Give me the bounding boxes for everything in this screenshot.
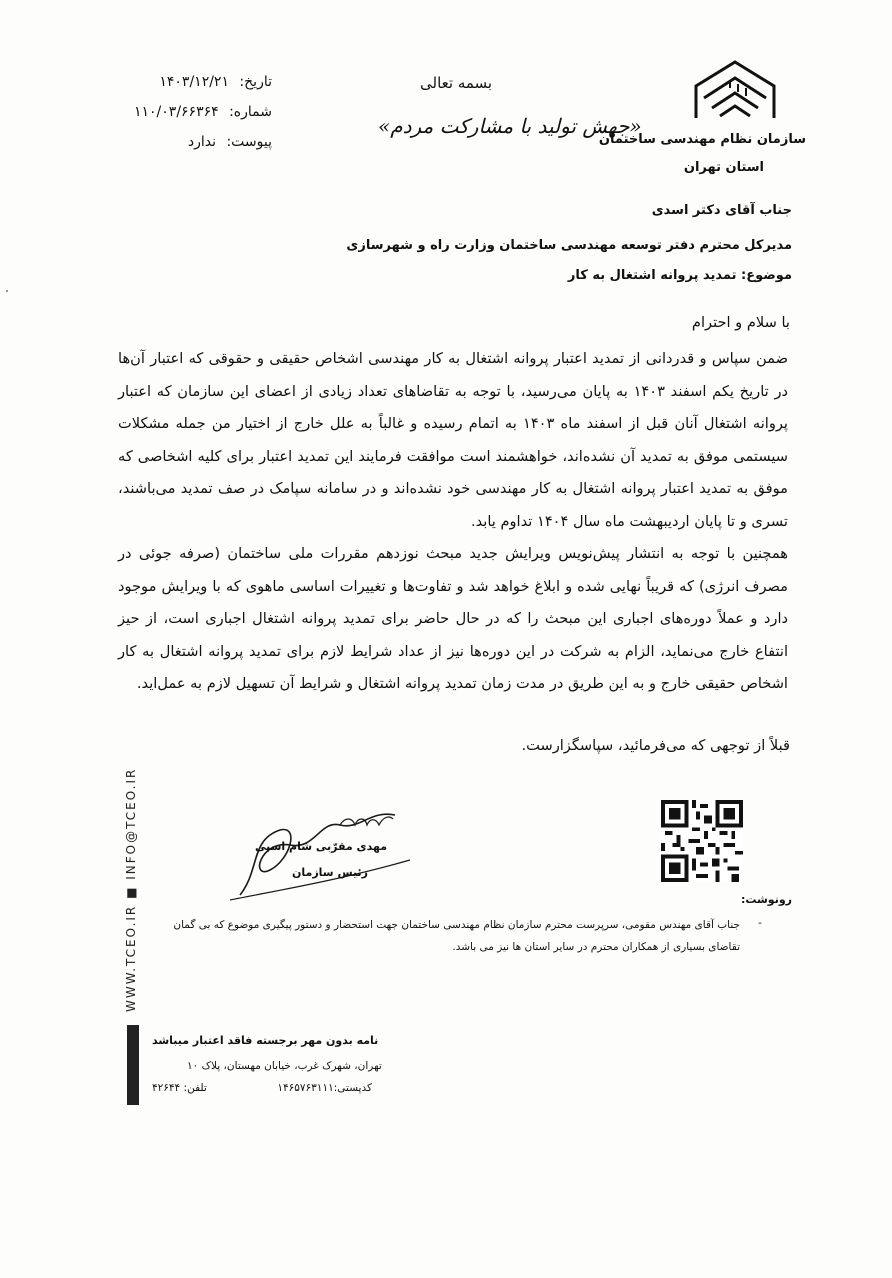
cc-label: رونوشت:	[740, 893, 792, 906]
paragraph-1-text: ضمن سپاس و قدردانی از تمدید اعتبار پروانه اشتغال به کار مهندسی اشخاص حقیقی و حقوقی که اعتبار آن‌ها در تاریخ یکم اسفند ۱۴۰۳ به پایان می‌رسید، با توجه به تقاضاهای تعداد زیادی از اعضای این سازمان که اعتبار پروانه اشتغال آنان قبل از اسفند ماه ۱۴۰۳ به اتمام رسیده و غالباً به علل خارج از اختیار من جمله مشکلات سیستمی موفق به تمدید آن نشده‌اند، خواهشمند است موافقت فرمایند این تمدید اعتبار برای کلیه اشخاصی که موفق به تمدید اعتبار پروانه اشتغال به کار مهندسی خود نشده‌اند و در سامانه سپامک در صف تمدید می‌باشند، تسری و تا پایان اردیبهشت ماه سال ۱۴۰۴ تداوم یابد.	[118, 350, 788, 530]
footer-contact-row	[152, 1082, 372, 1094]
signatory-name: مهدی مقرّبی شام اسبی	[255, 840, 388, 853]
handwritten-signature	[220, 800, 420, 910]
body-paragraph-2	[118, 538, 788, 701]
closing-line: قبلاً از توجهی که می‌فرمائید، سپاسگزارست.	[521, 737, 790, 754]
recipient-title: مدیرکل محترم دفتر توسعه مهندسی ساختمان وزارت راه و شهرسازی	[346, 238, 792, 253]
letter-date	[92, 74, 272, 90]
attachment-value: ندارد	[187, 134, 216, 150]
footer-bar	[127, 1025, 139, 1105]
letter-attachment	[92, 134, 272, 150]
date-value: ۱۴۰۳/۱۲/۲۱	[159, 74, 229, 90]
footer-postal-code: کدپستی:۱۴۶۵۷۶۳۱۱۱	[277, 1082, 372, 1094]
organization-province: استان تهران	[683, 160, 764, 175]
margin-mark	[6, 290, 8, 292]
seal-warning: نامه بدون مهر برجسته فاقد اعتبار میباشد	[152, 1034, 379, 1047]
attachment-label: پیوست:	[226, 134, 272, 150]
date-label: تاریخ:	[239, 74, 272, 90]
letter-number	[92, 104, 272, 120]
cc-text: جناب آقای مهندس مقومی، سرپرست محترم سازمان نظام مهندسی ساختمان جهت استحضار و دستور پیگیری موضوع که بی گمان تقاضای بسیاری از همکاران محترم در سایر استان ها نیز می باشد.	[173, 919, 740, 953]
greeting: با سلام و احترام	[691, 314, 790, 331]
number-value: ۱۱۰/۰۳/۶۶۳۶۴	[134, 104, 219, 120]
cc-bullet: -	[758, 916, 762, 929]
letter-subject: موضوع: تمدید پروانه اشتغال به کار	[567, 268, 792, 283]
number-label: شماره:	[229, 104, 272, 120]
organization-logo-icon	[690, 58, 780, 120]
signatory-title: رئیس سازمان	[292, 866, 368, 879]
recipient-name: جناب آقای دکتر اسدی	[651, 203, 792, 218]
paragraph-2-text: همچنین با توجه به انتشار پیش‌نویس ویرایش جدید مبحث نوزدهم مقررات ملی ساختمان (صرفه جوئی در مصرف انرژی) که قریباً نهایی شده و ابلاغ خواهد شد و تفاوت‌ها و تغییرات اساسی ماهوی که با ویرایش موجود دارد و عملاً دوره‌های اجباری این مبحث را که در حال حاضر برای تمدید پروانه اشتغال اجباری است، از حیز انتفاع خارج می‌نماید، الزام به شرکت در این دوره‌ها نیز از عداد شرایط لازم برای تمدید پروانه اشتغال به کار اشخاص حقیقی خارج و به این طریق در مدت زمان تمدید پروانه اشتغال و شرایط آن تسهیل لازم به عمل‌اید.	[118, 545, 788, 692]
qr-code-icon	[661, 800, 743, 882]
basmala: بسمه تعالی	[420, 74, 493, 92]
website-email-vertical: WWW.TCEO.IR ■ INFO@TCEO.IR	[124, 767, 138, 1012]
organization-name: سازمان نظام مهندسی ساختمان	[598, 132, 806, 147]
slogan: «جهش تولید با مشارکت مردم»	[378, 114, 642, 138]
footer-address: تهران، شهرک غرب، خیابان مهستان، پلاک ۱۰	[187, 1060, 382, 1072]
footer-phone: تلفن: ۴۲۶۴۴	[152, 1082, 207, 1094]
body-paragraph-1	[118, 343, 788, 538]
